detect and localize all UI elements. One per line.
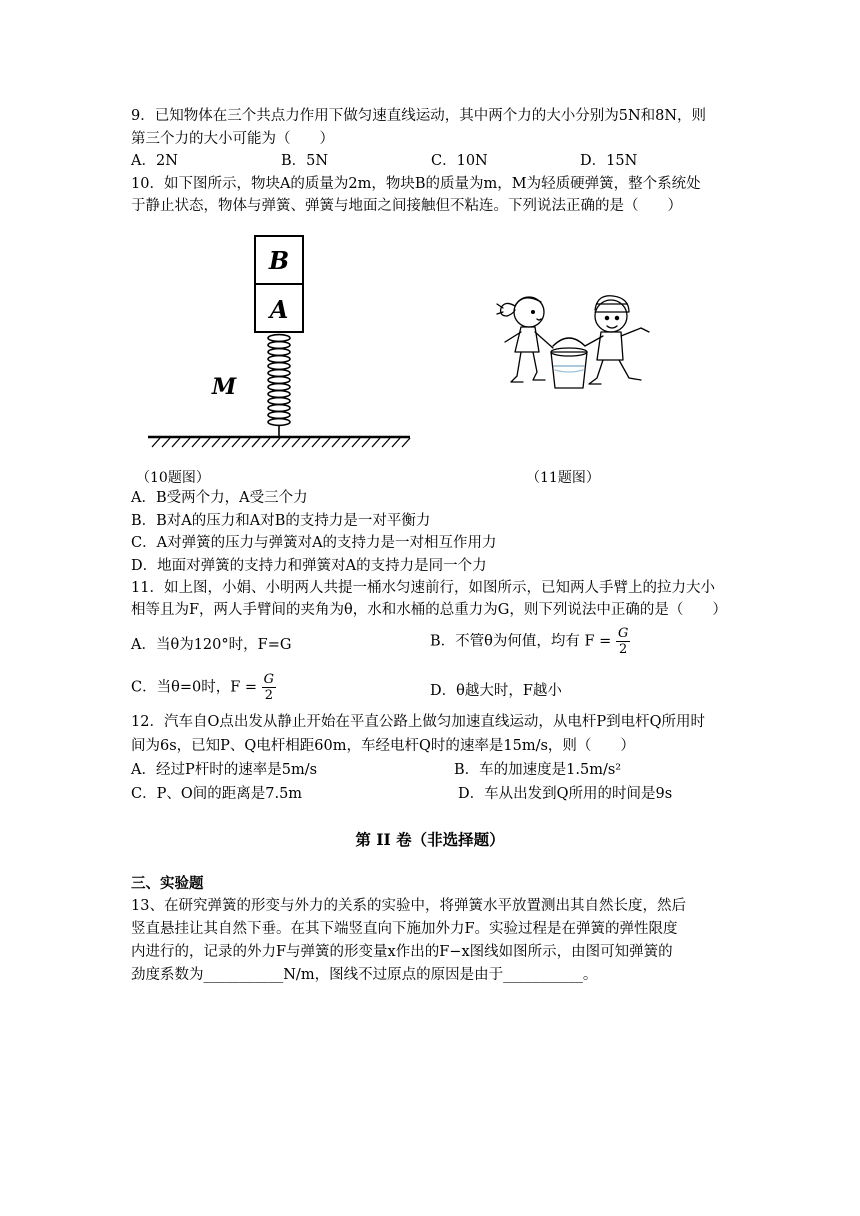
figure-11-caption: （11题图） [526,470,600,486]
q10-stem-line2: 于静止状态，物体与弹簧、弹簧与地面之间接触但不粘连。下列说法正确的是（ ） [131,198,682,214]
g-over-2-fraction [262,672,276,703]
q12-option-d: D．车从出发到Q所用的时间是9s [458,786,673,802]
q12-stem-line1: 12．汽车自O点出发从静止开始在平直公路上做匀加速直线运动，从电杆P到电杆Q所用时 [131,714,705,730]
q11-option-d: D．θ越大时，F越小 [430,683,562,699]
q11-stem-line1: 11．如上图，小娟、小明两人共提一桶水匀速前行，如图所示，已知两人手臂上的拉力大小 [131,580,715,596]
q11-option-b [430,626,630,657]
block-b-label: B [268,246,290,275]
q10-option-a: A．B受两个力，A受三个力 [131,490,308,506]
q11-option-c-text: C．当θ=0时，F = [131,679,258,696]
girl-drawing [497,297,553,382]
q13-stem-line2: 竖直悬挂让其自然下垂。在其下端竖直向下施加外力F。实验过程是在弹簧的弹性限度 [131,921,678,937]
figure-10-caption: （10题图） [136,470,210,486]
q9-option-c: C．10N [431,153,488,169]
block-a-label: A [269,295,289,324]
section-ii-title: 第 II 卷（非选择题） [355,830,505,849]
fraction-denominator: 2 [264,688,273,703]
q11-option-c [131,672,276,703]
q12-option-c: C．P、O间的距离是7.5m [131,786,303,802]
bucket-drawing [551,338,587,388]
fraction-numerator: G [617,626,629,641]
q13-stem-line1: 13、在研究弹簧的形变与外力的关系的实验中，将弹簧水平放置测出其自然长度，然后 [131,898,686,914]
fraction-denominator: 2 [618,642,628,657]
q9-stem-line2: 第三个力的大小可能为（ ） [131,131,334,147]
q9-option-a: A．2N [131,153,178,169]
q10-stem-line1: 10．如下图所示，物块A的质量为2m，物块B的质量为m，M为轻质硬弹簧，整个系统处 [131,176,701,192]
q13-stem-line3: 内进行的，记录的外力F与弹簧的形变量x作出的F−x图线如图所示，由图可知弹簧的 [131,944,673,960]
q11-stem-line2: 相等且为F，两人手臂间的夹角为θ，水和水桶的总重力为G，则下列说法中正确的是（ ） [131,602,727,618]
q9-option-b: B．5N [281,153,329,169]
q10-option-b: B．B对A的压力和A对B的支持力是一对平衡力 [131,513,431,529]
q9-stem-line1: 9．已知物体在三个共点力作用下做匀速直线运动，其中两个力的大小分别为5N和8N，则 [131,108,707,124]
spring-coil [268,335,290,437]
q11-option-a: A．当θ为120°时，F=G [131,637,292,653]
q11-option-b-text: B．不管θ为何值，均有 F = [430,633,612,650]
spring-label-m: M [211,374,237,400]
q10-option-c: C．A对弹簧的压力与弹簧对A的支持力是一对相互作用力 [131,535,497,551]
children-bucket-figure [493,286,659,396]
experiment-heading: 三、实验题 [131,875,204,892]
q12-stem-line2: 间为6s，已知P、Q电杆相距60m，车经电杆Q时的速率是15m/s，则（ ） [131,738,635,754]
q12-option-b: B．车的加速度是1.5m/s² [454,762,622,778]
q12-option-a: A．经过P杆时的速率是5m/s [131,762,318,778]
q10-option-d: D．地面对弹簧的支持力和弹簧对A的支持力是同一个力 [131,558,487,574]
boy-drawing [585,296,649,384]
q13-stem-line4: 劲度系数为___________N/m，图线不过原点的原因是由于___________。 [131,967,598,983]
fraction-numerator: G [263,672,275,687]
spring-blocks-figure [140,232,415,454]
ground-hatching [152,438,410,447]
g-over-2-fraction [616,626,630,657]
q9-option-d: D．15N [580,153,638,169]
